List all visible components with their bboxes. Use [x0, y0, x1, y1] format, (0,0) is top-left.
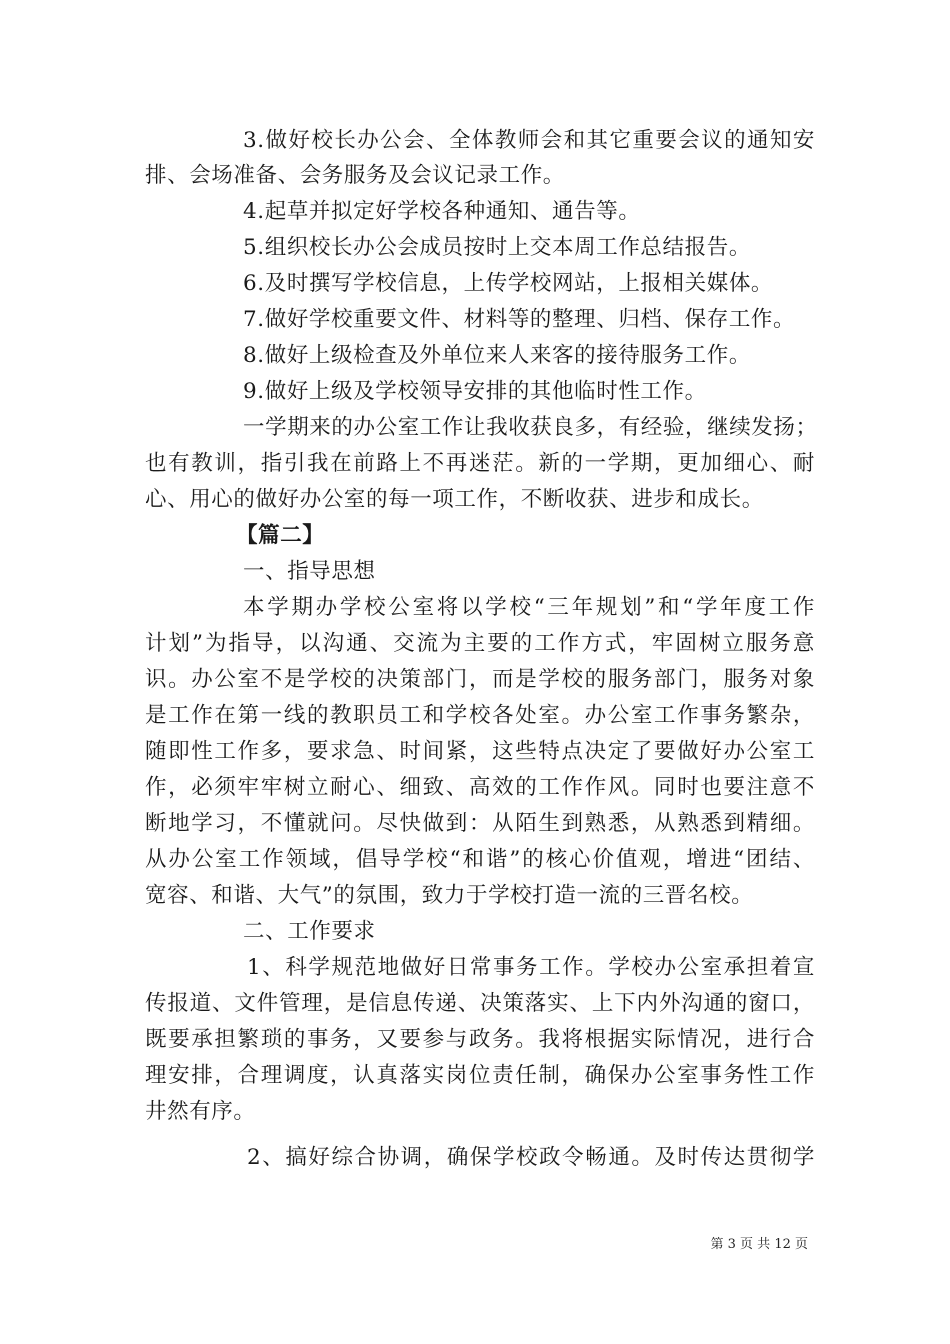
- subsection-heading: 一、指导思想: [243, 559, 376, 584]
- paragraph-line: 计划”为指导，以沟通、交流为主要的工作方式，牢固树立服务意: [145, 631, 815, 656]
- paragraph-line: 是工作在第一线的教职员工和学校各处室。办公室工作事务繁杂，: [145, 703, 815, 728]
- paragraph-line: 也有教训，指引我在前路上不再迷茫。新的一学期，更加细心、耐: [145, 451, 815, 476]
- paragraph-line: 5.组织校长办公会成员按时上交本周工作总结报告。: [243, 235, 751, 260]
- paragraph-line: 本学期办学校公室将以学校“三年规划”和“学年度工作: [243, 595, 815, 620]
- paragraph-line: 1、科学规范地做好日常事务工作。学校办公室承担着宣: [247, 955, 815, 980]
- paragraph-line: 心、用心的做好办公室的每一项工作，不断收获、进步和成长。: [145, 487, 764, 512]
- paragraph-line: 4.起草并拟定好学校各种通知、通告等。: [243, 199, 641, 224]
- paragraph-line: 7.做好学校重要文件、材料等的整理、归档、保存工作。: [243, 307, 796, 332]
- paragraph-line: 一学期来的办公室工作让我收获良多，有经验，继续发扬；: [243, 415, 818, 440]
- paragraph-line: 断地学习，不懂就问。尽快做到：从陌生到熟悉，从熟悉到精细。: [145, 811, 815, 836]
- paragraph-line: 2、搞好综合协调，确保学校政令畅通。及时传达贯彻学: [247, 1145, 815, 1170]
- paragraph-line: 宽容、和谐、大气”的氛围，致力于学校打造一流的三晋名校。: [145, 883, 754, 908]
- paragraph-line: 作，必须牢牢树立耐心、细致、高效的工作作风。同时也要注意不: [145, 775, 815, 800]
- paragraph-line: 从办公室工作领域，倡导学校“和谐”的核心价值观，增进“团结、: [145, 847, 815, 872]
- paragraph-line: 6.及时撰写学校信息，上传学校网站，上报相关媒体。: [243, 271, 774, 296]
- paragraph-line: 既要承担繁琐的事务，又要参与政务。我将根据实际情况，进行合: [145, 1027, 815, 1052]
- paragraph-line: 随即性工作多，要求急、时间紧，这些特点决定了要做好办公室工: [145, 739, 815, 764]
- subsection-heading: 二、工作要求: [243, 919, 376, 944]
- paragraph-line: 传报道、文件管理，是信息传递、决策落实、上下内外沟通的窗口，: [145, 991, 815, 1016]
- paragraph-line: 9.做好上级及学校领导安排的其他临时性工作。: [243, 379, 707, 404]
- paragraph-line: 8.做好上级检查及外单位来人来客的接待服务工作。: [243, 343, 751, 368]
- page-number: 第 3 页 共 12 页: [710, 1237, 808, 1252]
- paragraph-line: 井然有序。: [145, 1099, 256, 1124]
- paragraph-line: 排、会场准备、会务服务及会议记录工作。: [145, 163, 565, 188]
- paragraph-line: 识。办公室不是学校的决策部门，而是学校的服务部门，服务对象: [145, 667, 815, 692]
- paragraph-line: 理安排，合理调度，认真落实岗位责任制，确保办公室事务性工作: [145, 1063, 815, 1088]
- section-heading: 【篇二】: [236, 523, 325, 548]
- paragraph-line: 3.做好校长办公会、全体教师会和其它重要会议的通知安: [243, 128, 815, 153]
